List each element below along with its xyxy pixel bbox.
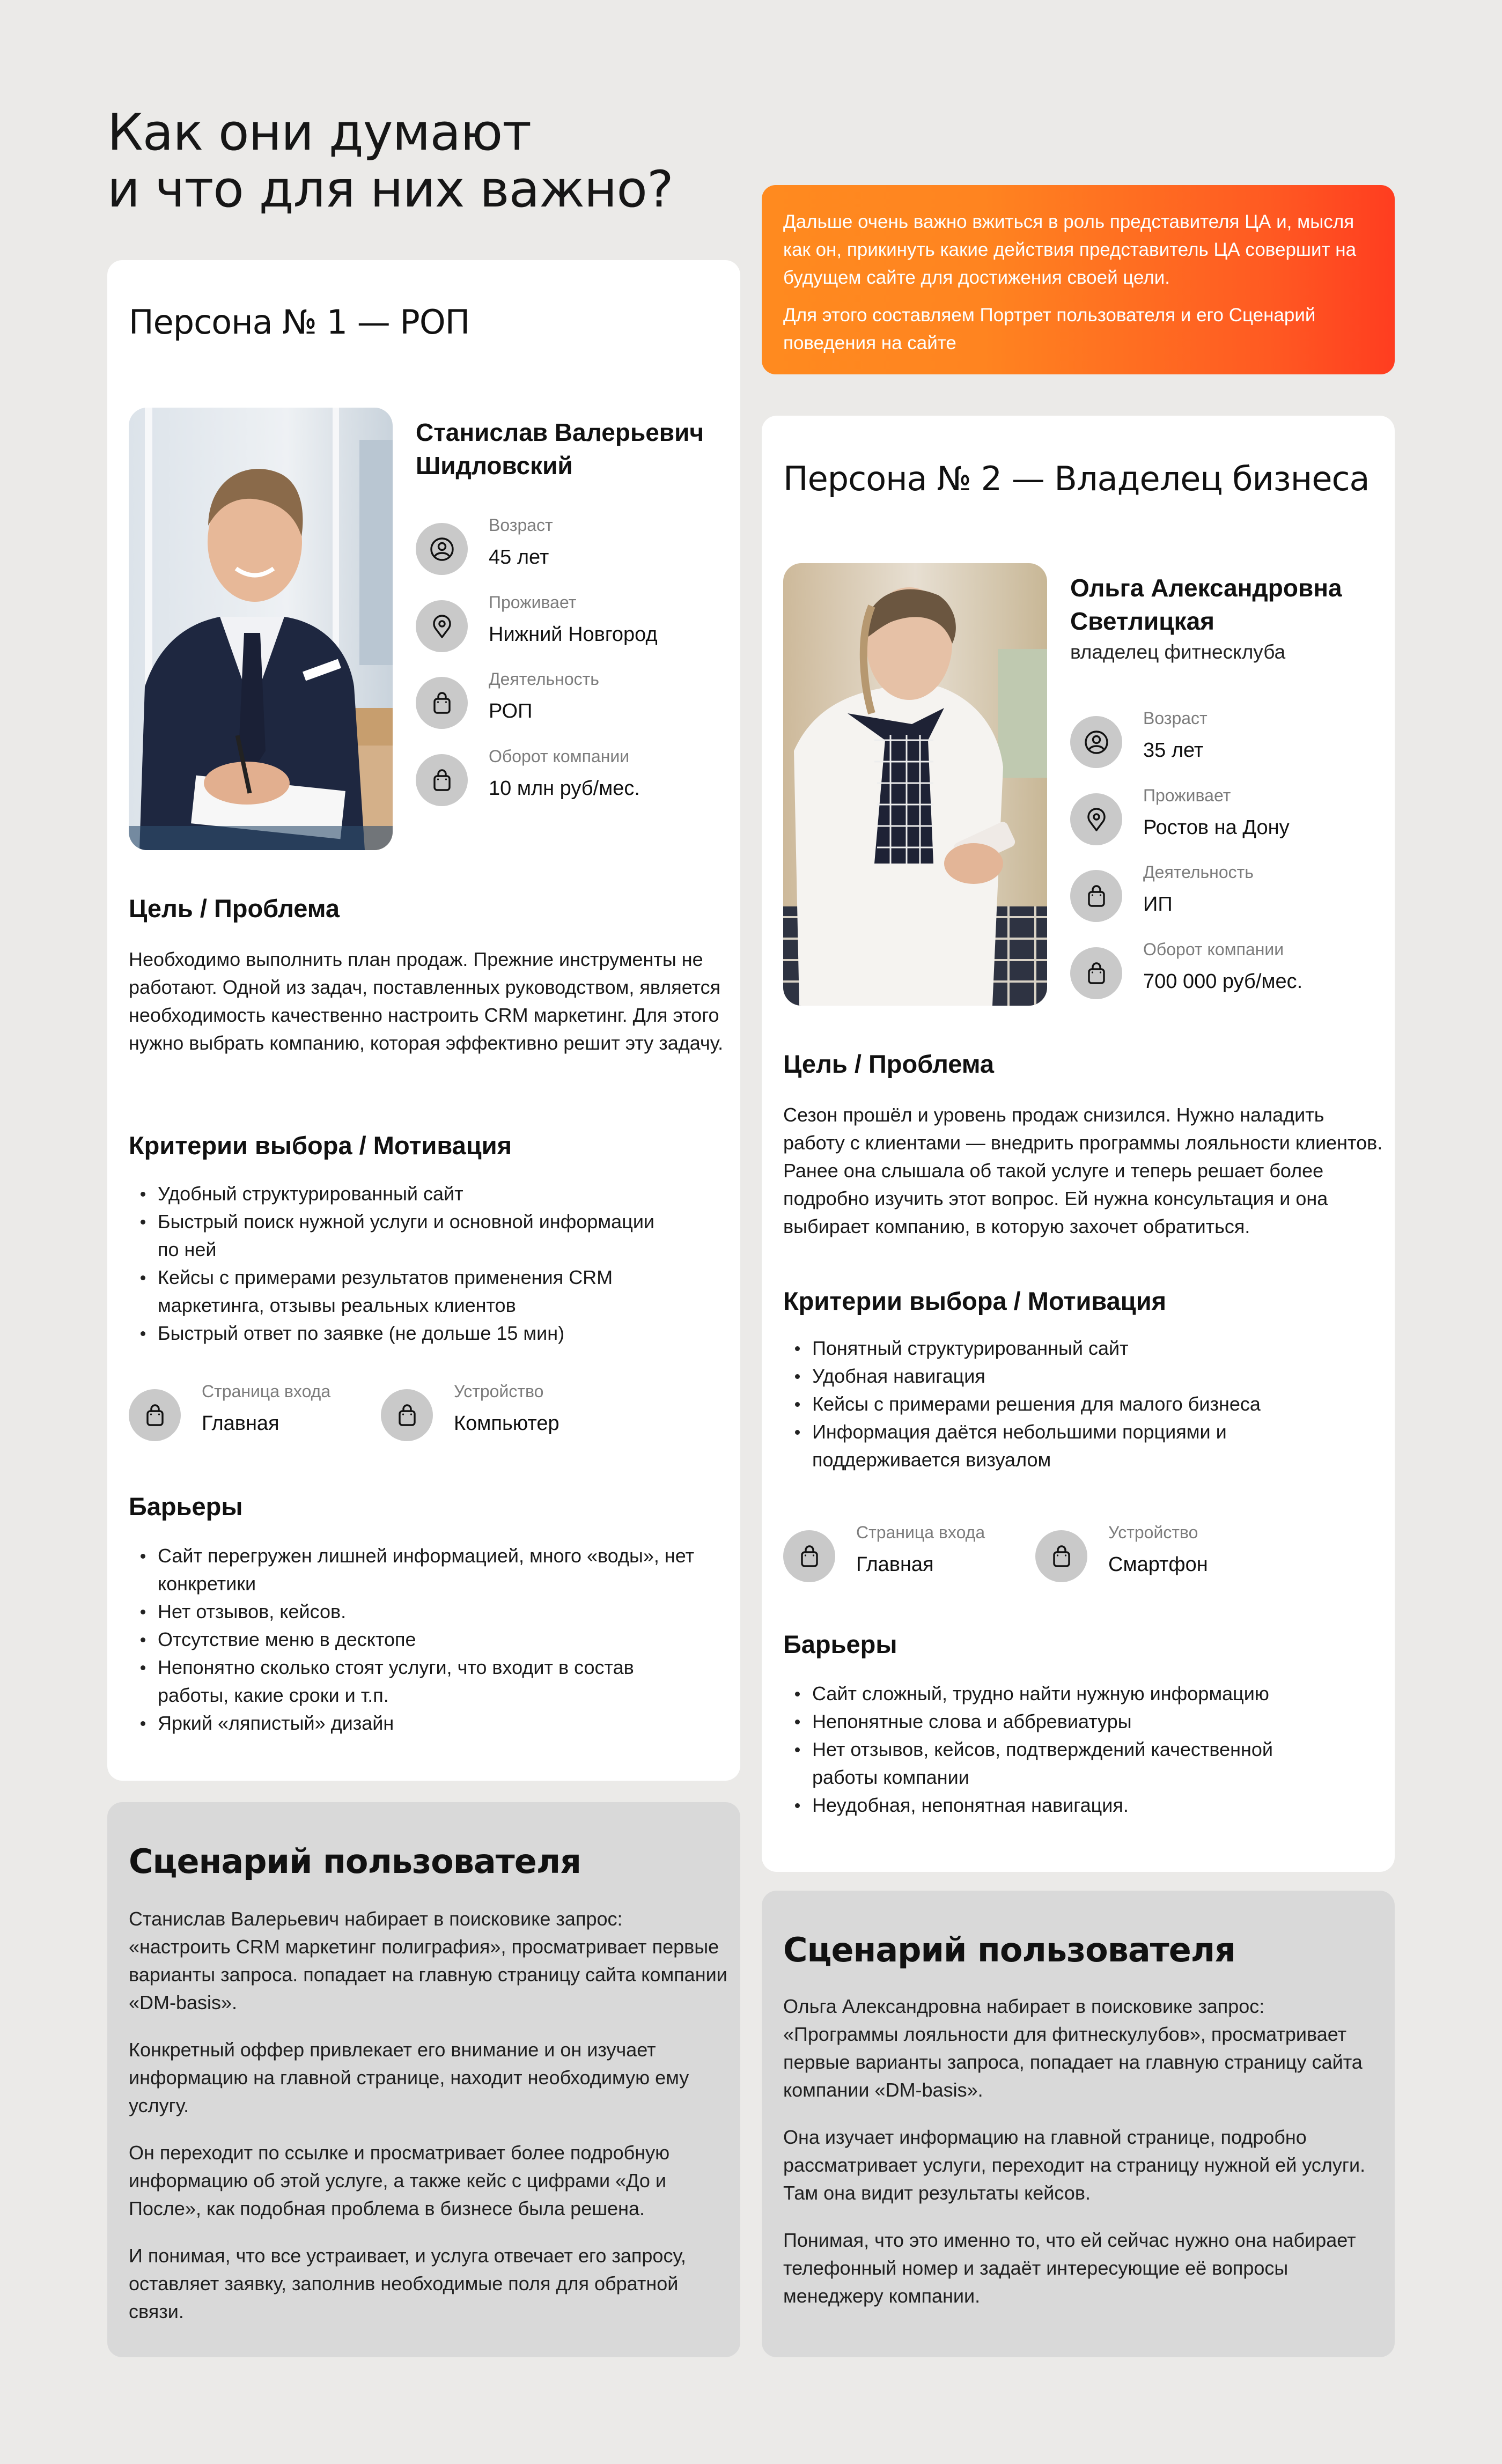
persona-1-barriers-heading: Барьеры [129, 1492, 243, 1521]
page-title-line-1: Как они думают [107, 104, 531, 162]
persona-2-name-last: Светлицкая [1070, 607, 1215, 635]
scenario-paragraph: Станислав Валерьевич набирает в поисковике запрос: «настроить CRM маркетинг полиграфия», просматривает первые варианты запроса. попадает на главную страницу сайта компании «DM-basis». [129, 1908, 727, 2013]
fact-label: Проживает [1143, 786, 1231, 805]
persona-2-goal-text: Сезон прошёл и уровень продаж снизился. Нужно наладить работу с клиентами — внедрить программы лояльности клиентов. Ранее она слышала об такой услуге и теперь решает более подробно изучить этот вопрос. Ей нужна консультация и она выбирает компанию, в которую захочет обратиться. [783, 1104, 1383, 1237]
fact-value: Нижний Новгород [489, 623, 658, 646]
shopping-bag-icon [416, 754, 468, 806]
scenario-2-title: Сценарий пользователя [783, 1930, 1235, 1969]
persona-2-photo [783, 563, 1047, 1006]
shopping-bag-icon [416, 677, 468, 729]
list-item: Нет отзывов, кейсов. [129, 1598, 697, 1626]
scenario-paragraph: И понимая, что все устраивает, и услуга отвечает его запросу, оставляет заявку, заполнив необходимые поля для обратной связи. [129, 2245, 686, 2322]
meta-label: Устройство [1108, 1523, 1198, 1542]
meta-value: Компьютер [454, 1412, 559, 1435]
fact-value: РОП [489, 700, 533, 722]
page-title-line-2: и что для них важно? [107, 160, 673, 219]
scenario-paragraph: Он переходит по ссылке и просматривает более подробную информацию об этой услуге, а также кейс с цифрами «До и После», как подобная проблема в бизнесе была решена. [129, 2142, 670, 2219]
persona-2-barriers-heading: Барьеры [783, 1630, 897, 1658]
scenario-paragraph: Конкретный оффер привлекает его внимание и он изучает информацию на главной странице, находит необходимую ему услугу. [129, 2039, 689, 2116]
meta-value: Смартфон [1108, 1553, 1208, 1576]
scenario-paragraph: Она изучает информацию на главной странице, подробно рассматривает услуги, переходит на страницу нужной ей услуги. Там она видит результаты кейсов. [783, 2126, 1366, 2204]
persona-1-goal-text: Необходимо выполнить план продаж. Прежние инструменты не работают. Одной из задач, поставленных руководством, является необходимость качественно настроить CRM маркетинг. Для этого нужно выбрать компанию, которая эффективно решит эту задачу. [129, 948, 724, 1054]
list-item: Яркий «ляпистый» дизайн [129, 1709, 697, 1737]
intro-banner [762, 185, 1395, 374]
scenario-paragraph: Ольга Александровна набирает в поисковике запрос: «Программы лояльности для фитнескулубов», просматривает первые варианты запроса, попадает на главную страницу сайта компании «DM-basis». [783, 1995, 1363, 2101]
list-item: Кейсы с примерами решения для малого бизнеса [783, 1390, 1320, 1418]
persona-2-card [762, 416, 1395, 1872]
persona-2-role: владелец фитнесклуба [1070, 641, 1286, 663]
persona-2-criteria-heading: Критерии выбора / Мотивация [783, 1287, 1167, 1315]
shopping-bag-icon [381, 1389, 433, 1441]
list-item: Кейсы с примерами результатов применения CRM маркетинга, отзывы реальных клиентов [129, 1264, 676, 1319]
list-item: Быстрый ответ по заявке (не дольше 15 мин) [129, 1319, 676, 1347]
meta-label: Страница входа [856, 1523, 985, 1542]
meta-label: Страница входа [202, 1382, 331, 1401]
shopping-bag-icon [783, 1530, 835, 1582]
persona-1-goal-heading: Цель / Проблема [129, 894, 340, 923]
list-item: Сайт сложный, трудно найти нужную информацию [783, 1680, 1320, 1708]
list-item: Непонятно сколько стоят услуги, что входит в состав работы, какие сроки и т.п. [129, 1654, 697, 1709]
persona-2-barriers-list [783, 1680, 1320, 1819]
meta-label: Устройство [454, 1382, 544, 1401]
fact-label: Проживает [489, 593, 577, 612]
shopping-bag-icon [1035, 1530, 1087, 1582]
fact-label: Оборот компании [1143, 940, 1284, 959]
persona-2-title: Персона № 2 — Владелец бизнеса [783, 459, 1370, 498]
fact-label: Возраст [1143, 709, 1208, 728]
banner-paragraph-2: Для этого составляем Портрет пользователя и его Сценарий поведения на сайте [783, 305, 1316, 353]
persona-1-photo [129, 408, 393, 850]
persona-1-title: Персона № 1 — РОП [129, 303, 470, 342]
list-item: Понятный структурированный сайт [783, 1334, 1320, 1362]
scenario-paragraph: Понимая, что это именно то, что ей сейчас нужно она набирает телефонный номер и задаёт интересующие её вопросы менеджеру компании. [783, 2229, 1356, 2307]
fact-value: ИП [1143, 893, 1173, 916]
banner-paragraph-1: Дальше очень важно вжиться в роль представителя ЦА и, мысля как он, прикинуть какие действия представитель ЦА совершит на будущем сайте для достижения своей цели. [783, 211, 1357, 288]
scenario-2-body [783, 1993, 1384, 2310]
list-item: Сайт перегружен лишней информацией, много «воды», нет конкретики [129, 1542, 697, 1598]
list-item: Непонятные слова и аббревиатуры [783, 1708, 1320, 1736]
fact-label: Оборот компании [489, 747, 630, 766]
persona-2-name [1070, 571, 1381, 638]
page-title [107, 105, 673, 218]
persona-1-card [107, 260, 740, 1781]
list-item: Быстрый поиск нужной услуги и основной информации по ней [129, 1208, 676, 1264]
meta-value: Главная [856, 1553, 934, 1576]
persona-1-barriers-list [129, 1542, 697, 1737]
shopping-bag-icon [1070, 870, 1122, 922]
woman-with-phone-photo [783, 563, 1047, 1006]
list-item: Отсутствие меню в десктопе [129, 1626, 697, 1654]
location-pin-icon [416, 600, 468, 652]
list-item: Неудобная, непонятная навигация. [783, 1791, 1320, 1819]
scenario-1-title: Сценарий пользователя [129, 1842, 581, 1881]
fact-value: 35 лет [1143, 739, 1204, 762]
list-item: Удобный структурированный сайт [129, 1180, 676, 1208]
fact-label: Возраст [489, 515, 553, 535]
fact-value: 45 лет [489, 546, 549, 569]
fact-label: Деятельность [489, 669, 599, 689]
persona-2-name-first: Ольга Александровна [1070, 574, 1342, 602]
scenario-1-body [129, 1905, 730, 2326]
location-pin-icon [1070, 793, 1122, 845]
persona-1-criteria-list [129, 1180, 676, 1347]
persona-1-name-last: Шидловский [416, 452, 573, 479]
persona-1-criteria-heading: Критерии выбора / Мотивация [129, 1131, 512, 1160]
list-item: Удобная навигация [783, 1362, 1320, 1390]
fact-value: 700 000 руб/мес. [1143, 970, 1303, 993]
persona-2-scenario-card [762, 1891, 1395, 2357]
persona-1-scenario-card [107, 1802, 740, 2357]
shopping-bag-icon [129, 1389, 181, 1441]
man-in-suit-photo [129, 408, 393, 850]
persona-2-criteria-list [783, 1334, 1320, 1474]
persona-1-name-first: Станислав Валерьевич [416, 418, 704, 446]
fact-value: 10 млн руб/мес. [489, 777, 640, 800]
fact-label: Деятельность [1143, 862, 1254, 882]
persona-2-goal-heading: Цель / Проблема [783, 1050, 995, 1078]
list-item: Информация даётся небольшими порциями и поддерживается визуалом [783, 1418, 1320, 1474]
fact-value: Ростов на Дону [1143, 816, 1290, 839]
shopping-bag-icon [1070, 947, 1122, 999]
persona-1-name [416, 416, 727, 482]
user-circle-icon [1070, 716, 1122, 768]
list-item: Нет отзывов, кейсов, подтверждений качественной работы компании [783, 1736, 1320, 1791]
meta-value: Главная [202, 1412, 279, 1435]
user-circle-icon [416, 523, 468, 575]
